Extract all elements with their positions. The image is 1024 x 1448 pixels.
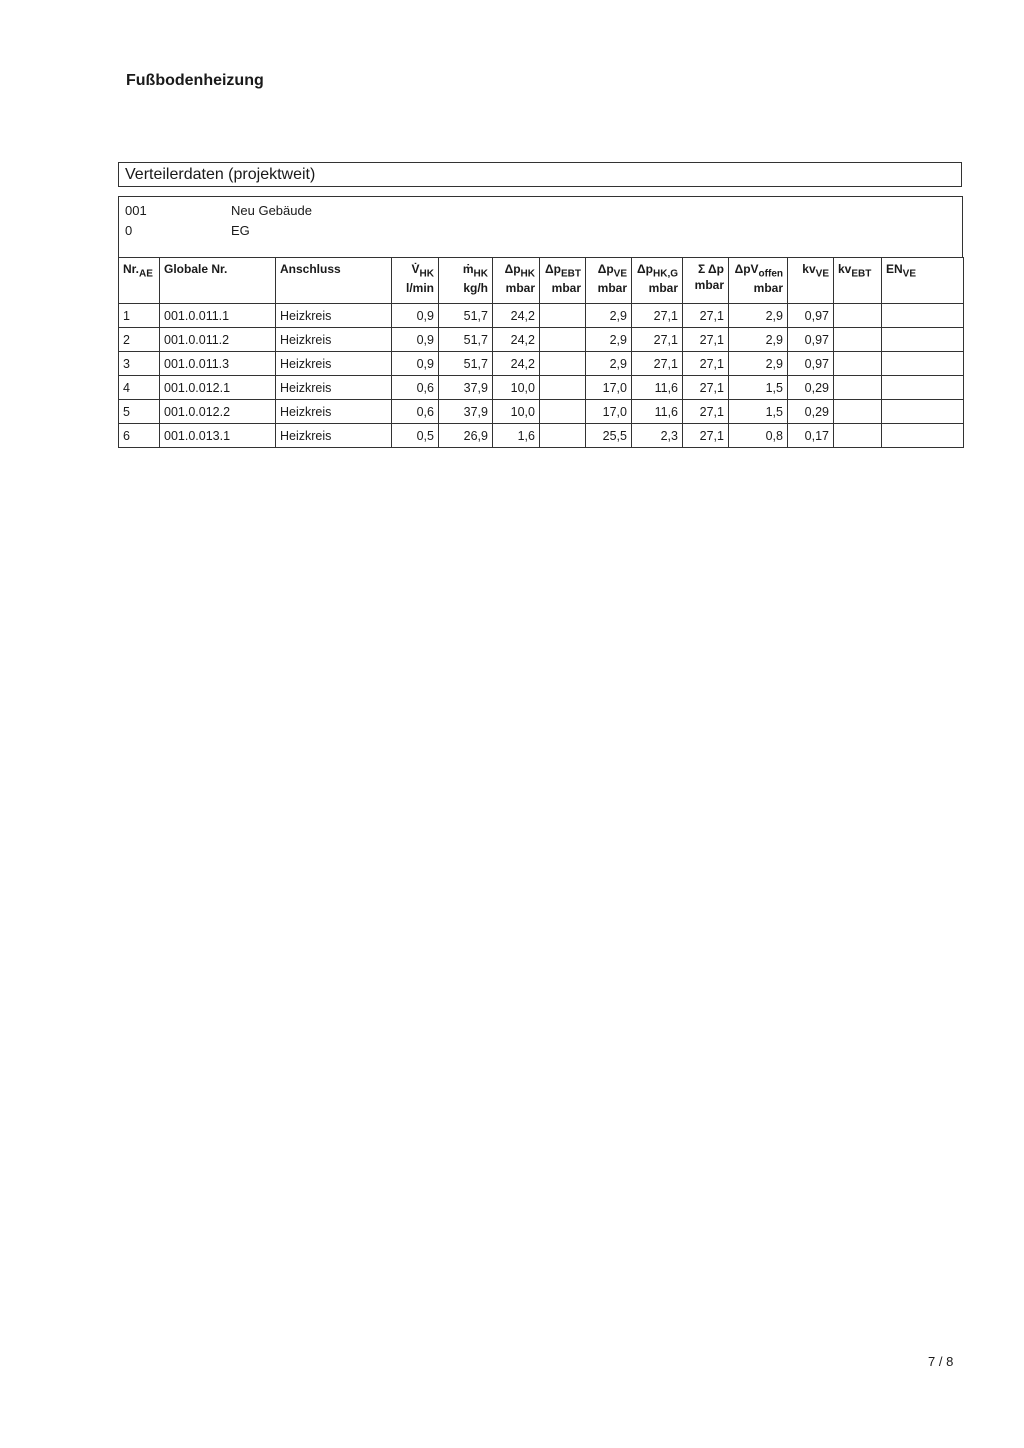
table-row — [119, 328, 964, 352]
cell-anschluss: Heizkreis — [276, 376, 392, 400]
col-vhk: $V̇_{HK}$ l/min — [392, 258, 439, 304]
cell-mhk: 51,7 — [439, 304, 493, 328]
cell-kvebt — [834, 424, 882, 448]
table-row — [119, 376, 964, 400]
cell-nr: 1 — [119, 304, 160, 328]
cell-dphk: 24,2 — [493, 352, 540, 376]
cell-globale-nr: 001.0.012.2 — [160, 400, 276, 424]
cell-vhk: 0,9 — [392, 304, 439, 328]
cell-kvve: 0,17 — [788, 424, 834, 448]
cell-nr: 5 — [119, 400, 160, 424]
cell-dpebt — [540, 352, 586, 376]
table-row — [119, 304, 964, 328]
cell-enve — [882, 376, 964, 400]
table-row — [119, 400, 964, 424]
section-header — [118, 162, 962, 187]
cell-dpv-offen: 1,5 — [729, 376, 788, 400]
cell-kvebt — [834, 400, 882, 424]
cell-kvve: 0,97 — [788, 304, 834, 328]
info-key: 0 — [125, 223, 133, 238]
info-box — [118, 196, 963, 258]
cell-mhk: 37,9 — [439, 376, 493, 400]
cell-enve — [882, 304, 964, 328]
cell-nr: 2 — [119, 328, 160, 352]
info-row-building — [119, 202, 962, 220]
cell-dpebt — [540, 304, 586, 328]
table-header-row — [119, 258, 964, 304]
cell-dpve: 17,0 — [586, 400, 632, 424]
cell-enve — [882, 400, 964, 424]
cell-sum-dp: 27,1 — [683, 376, 729, 400]
cell-dpve: 2,9 — [586, 328, 632, 352]
cell-dphkg: 11,6 — [632, 376, 683, 400]
col-dphkg: $\Delta p_{HK,G}$ mbar — [632, 258, 683, 304]
cell-globale-nr: 001.0.012.1 — [160, 376, 276, 400]
cell-vhk: 0,9 — [392, 328, 439, 352]
col-kvve: $kv_{VE}$ — [788, 258, 834, 304]
col-dpv-offen: ΔpV$_{offen}$ mbar — [729, 258, 788, 304]
cell-anschluss: Heizkreis — [276, 304, 392, 328]
cell-anschluss: Heizkreis — [276, 400, 392, 424]
cell-globale-nr: 001.0.013.1 — [160, 424, 276, 448]
cell-mhk: 26,9 — [439, 424, 493, 448]
cell-anschluss: Heizkreis — [276, 352, 392, 376]
cell-kvve: 0,29 — [788, 400, 834, 424]
cell-dpv-offen: 2,9 — [729, 304, 788, 328]
cell-dpebt — [540, 376, 586, 400]
cell-dphkg: 27,1 — [632, 304, 683, 328]
cell-sum-dp: 27,1 — [683, 304, 729, 328]
cell-anschluss: Heizkreis — [276, 328, 392, 352]
col-mhk: ṁ$_{HK}$ kg/h — [439, 258, 493, 304]
cell-kvve: 0,97 — [788, 352, 834, 376]
cell-mhk: 37,9 — [439, 400, 493, 424]
cell-nr: 3 — [119, 352, 160, 376]
cell-enve — [882, 424, 964, 448]
cell-dphk: 24,2 — [493, 304, 540, 328]
col-sum-dp: Σ Δp mbar — [683, 258, 729, 304]
cell-dpv-offen: 2,9 — [729, 352, 788, 376]
cell-dphk: 10,0 — [493, 400, 540, 424]
page-title: Fußbodenheizung — [126, 72, 264, 89]
cell-dpve: 2,9 — [586, 352, 632, 376]
cell-globale-nr: 001.0.011.3 — [160, 352, 276, 376]
cell-dphk: 1,6 — [493, 424, 540, 448]
section-title: Verteilerdaten (projektweit) — [125, 166, 316, 183]
info-key: 001 — [125, 203, 147, 218]
info-row-floor — [119, 222, 962, 240]
cell-dphkg: 2,3 — [632, 424, 683, 448]
cell-dphkg: 11,6 — [632, 400, 683, 424]
cell-enve — [882, 352, 964, 376]
col-kvebt: $kv_{EBT}$ — [834, 258, 882, 304]
col-dphk: $\Delta p_{HK}$ mbar — [493, 258, 540, 304]
info-value: Neu Gebäude — [231, 203, 312, 218]
cell-globale-nr: 001.0.011.1 — [160, 304, 276, 328]
cell-nr: 4 — [119, 376, 160, 400]
cell-kvebt — [834, 376, 882, 400]
cell-dphk: 24,2 — [493, 328, 540, 352]
cell-dpebt — [540, 424, 586, 448]
cell-dpebt — [540, 328, 586, 352]
col-globale-nr: Globale Nr. — [160, 258, 276, 304]
cell-kvebt — [834, 328, 882, 352]
cell-vhk: 0,9 — [392, 352, 439, 376]
cell-enve — [882, 328, 964, 352]
col-enve: $EN_{VE}$ — [882, 258, 964, 304]
cell-dpve: 25,5 — [586, 424, 632, 448]
cell-dphkg: 27,1 — [632, 328, 683, 352]
cell-sum-dp: 27,1 — [683, 400, 729, 424]
cell-dpebt — [540, 400, 586, 424]
cell-dpv-offen: 0,8 — [729, 424, 788, 448]
col-dpve: $\Delta p_{VE}$ mbar — [586, 258, 632, 304]
cell-sum-dp: 27,1 — [683, 352, 729, 376]
distributor-table — [118, 257, 964, 448]
cell-anschluss: Heizkreis — [276, 424, 392, 448]
cell-dphk: 10,0 — [493, 376, 540, 400]
cell-sum-dp: 27,1 — [683, 328, 729, 352]
info-value: EG — [231, 223, 250, 238]
cell-kvve: 0,29 — [788, 376, 834, 400]
cell-kvebt — [834, 352, 882, 376]
cell-vhk: 0,5 — [392, 424, 439, 448]
col-anschluss: Anschluss — [276, 258, 392, 304]
cell-dphkg: 27,1 — [632, 352, 683, 376]
cell-kvve: 0,97 — [788, 328, 834, 352]
cell-nr: 6 — [119, 424, 160, 448]
cell-vhk: 0,6 — [392, 400, 439, 424]
cell-mhk: 51,7 — [439, 352, 493, 376]
cell-dpv-offen: 2,9 — [729, 328, 788, 352]
table-row — [119, 424, 964, 448]
cell-dpve: 2,9 — [586, 304, 632, 328]
cell-dpv-offen: 1,5 — [729, 400, 788, 424]
col-dpebt: $\Delta p_{EBT}$ mbar — [540, 258, 586, 304]
cell-dpve: 17,0 — [586, 376, 632, 400]
cell-mhk: 51,7 — [439, 328, 493, 352]
page-number: 7 / 8 — [928, 1354, 954, 1369]
table-row — [119, 352, 964, 376]
col-nr: $Nr._{AE}$ — [119, 258, 160, 304]
cell-kvebt — [834, 304, 882, 328]
cell-sum-dp: 27,1 — [683, 424, 729, 448]
cell-vhk: 0,6 — [392, 376, 439, 400]
cell-globale-nr: 001.0.011.2 — [160, 328, 276, 352]
